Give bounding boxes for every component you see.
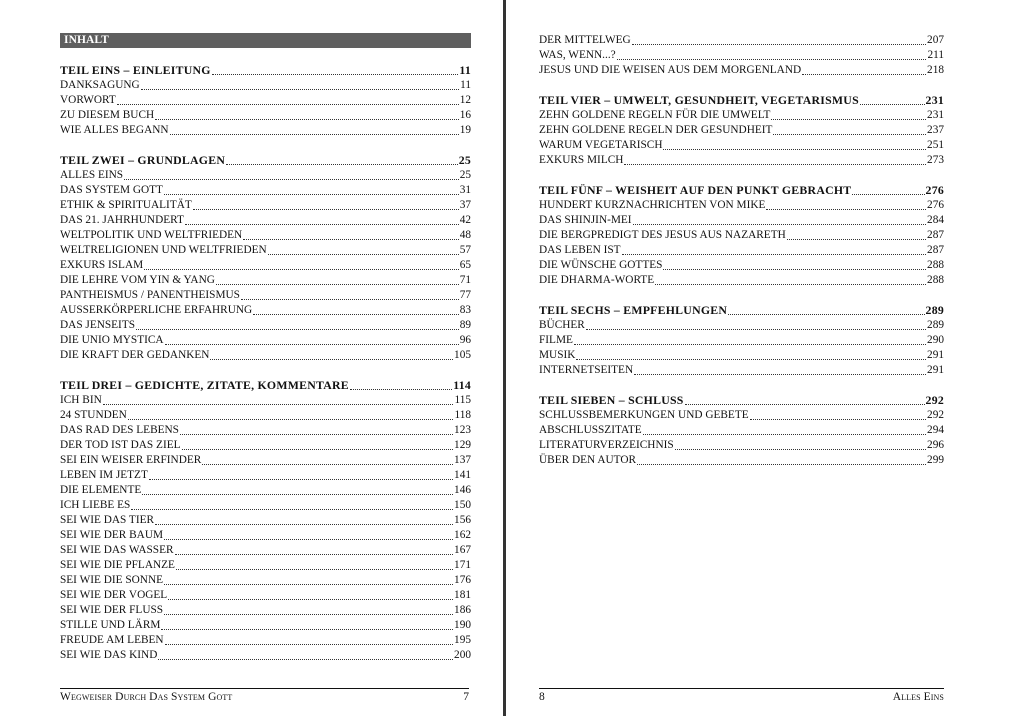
entry-title: ZEHN GOLDENE REGELN DER GESUNDHEIT	[539, 124, 773, 136]
entry-page-number: 105	[454, 349, 471, 361]
toc-entry[interactable]	[539, 123, 944, 138]
toc-entry[interactable]	[539, 318, 944, 333]
entry-title: WAS, WENN...?	[539, 49, 616, 61]
part-title: TEIL FÜNF – WEISHEIT AUF DEN PUNKT GEBRACHT	[539, 183, 852, 197]
dot-leader	[164, 614, 453, 615]
entry-title: DAS 21. JAHRHUNDERT	[60, 214, 184, 226]
dot-leader	[117, 104, 459, 105]
dot-leader	[149, 479, 453, 480]
entry-title: ZEHN GOLDENE REGELN FÜR DIE UMWELT	[539, 109, 771, 121]
toc-entry[interactable]	[60, 588, 471, 603]
dot-leader	[158, 659, 453, 660]
entry-title: STILLE UND LÄRM	[60, 619, 161, 631]
dot-leader	[212, 74, 459, 75]
entry-page-number: 114	[453, 378, 471, 392]
entry-page-number: 195	[454, 634, 471, 646]
toc-entry[interactable]	[60, 513, 471, 528]
entry-page-number: 231	[927, 109, 944, 121]
entry-title: WARUM VEGETARISCH	[539, 139, 663, 151]
toc-entry[interactable]	[539, 348, 944, 363]
dot-leader	[175, 554, 454, 555]
entry-title: ICH LIEBE ES	[60, 499, 131, 511]
toc-list-left	[60, 63, 471, 663]
toc-entry[interactable]	[60, 648, 471, 663]
dot-leader	[852, 194, 924, 195]
toc-entry[interactable]	[60, 258, 471, 273]
toc-entry[interactable]	[60, 228, 471, 243]
section-gap	[539, 168, 944, 183]
entry-page-number: 294	[927, 424, 944, 436]
entry-page-number: 115	[454, 394, 471, 406]
entry-title: LEBEN IM JETZT	[60, 469, 148, 481]
entry-page-number: 288	[927, 259, 944, 271]
entry-title: DAS SYSTEM GOTT	[60, 184, 163, 196]
entry-title: DIE BERGPREDIGT DES JESUS AUS NAZARETH	[539, 229, 786, 241]
entry-page-number: 146	[454, 484, 471, 496]
entry-page-number: 141	[454, 469, 471, 481]
toc-part-entry[interactable]	[60, 63, 471, 78]
entry-title: SEI EIN WEISER ERFINDER	[60, 454, 202, 466]
dot-leader	[142, 494, 453, 495]
dot-leader	[655, 284, 926, 285]
dot-leader	[226, 164, 458, 165]
toc-entry[interactable]	[539, 63, 944, 78]
left-page	[60, 0, 471, 716]
page-number: 8	[539, 691, 545, 703]
dot-leader	[193, 209, 459, 210]
entry-title: DAS SHINJIN-MEI	[539, 214, 632, 226]
dot-leader	[170, 134, 459, 135]
toc-entry[interactable]	[60, 453, 471, 468]
entry-page-number: 16	[459, 109, 471, 121]
entry-title: FREUDE AM LEBEN	[60, 634, 164, 646]
dot-leader	[766, 209, 926, 210]
entry-page-number: 31	[459, 184, 471, 196]
entry-page-number: 200	[454, 649, 471, 661]
footer-left	[60, 688, 469, 705]
toc-entry[interactable]	[60, 558, 471, 573]
dot-leader	[802, 74, 926, 75]
entry-title: EXKURS ISLAM	[60, 259, 144, 271]
dot-leader	[168, 599, 453, 600]
toc-entry[interactable]	[60, 288, 471, 303]
right-page	[539, 0, 944, 716]
entry-title: ICH BIN	[60, 394, 102, 406]
toc-entry[interactable]	[539, 228, 944, 243]
dot-leader	[771, 119, 926, 120]
entry-page-number: 137	[454, 454, 471, 466]
dot-leader	[253, 314, 459, 315]
part-title: TEIL DREI – GEDICHTE, ZITATE, KOMMENTARE	[60, 378, 349, 392]
entry-page-number: 118	[454, 409, 471, 421]
toc-entry[interactable]	[539, 138, 944, 153]
entry-title: DER TOD IST DAS ZIEL	[60, 439, 181, 451]
toc-entry[interactable]	[60, 168, 471, 183]
dot-leader	[128, 419, 454, 420]
entry-page-number: 42	[459, 214, 471, 226]
entry-page-number: 284	[927, 214, 944, 226]
entry-page-number: 11	[460, 79, 471, 91]
entry-page-number: 287	[927, 244, 944, 256]
footer-right	[539, 688, 944, 705]
entry-title: EXKURS MILCH	[539, 154, 624, 166]
spread-divider	[503, 0, 506, 716]
dot-leader	[633, 224, 926, 225]
entry-title: DIE KRAFT DER GEDANKEN	[60, 349, 210, 361]
dot-leader	[124, 179, 459, 180]
dot-leader	[155, 524, 453, 525]
toc-entry[interactable]	[60, 573, 471, 588]
dot-leader	[164, 539, 453, 540]
toc-part-entry[interactable]	[60, 378, 471, 393]
entry-title: ZU DIESEM BUCH	[60, 109, 155, 121]
entry-title: 24 STUNDEN	[60, 409, 127, 421]
entry-title: DANKSAGUNG	[60, 79, 140, 91]
entry-title: FILME	[539, 334, 573, 346]
entry-page-number: 57	[459, 244, 471, 256]
dot-leader	[632, 44, 926, 45]
dot-leader	[685, 404, 925, 405]
toc-entry[interactable]	[539, 33, 944, 48]
entry-title: DIE DHARMA-WORTE	[539, 274, 655, 286]
toc-part-entry[interactable]	[539, 183, 944, 198]
entry-title: DIE WÜNSCHE GOTTES	[539, 259, 663, 271]
dot-leader	[155, 119, 459, 120]
toc-entry[interactable]	[539, 333, 944, 348]
dot-leader	[210, 359, 453, 360]
dot-leader	[103, 404, 454, 405]
part-title: TEIL EINS – EINLEITUNG	[60, 63, 211, 77]
toc-entry[interactable]	[60, 498, 471, 513]
entry-page-number: 25	[458, 153, 471, 167]
toc-entry[interactable]	[60, 408, 471, 423]
dot-leader	[182, 449, 454, 450]
dot-leader	[180, 434, 453, 435]
section-gap	[539, 378, 944, 393]
dot-leader	[350, 389, 452, 390]
toc-entry[interactable]	[539, 213, 944, 228]
toc-entry[interactable]	[539, 438, 944, 453]
toc-entry[interactable]	[60, 393, 471, 408]
toc-entry[interactable]	[60, 483, 471, 498]
toc-list-right	[539, 33, 944, 468]
dot-leader	[728, 314, 924, 315]
toc-entry[interactable]	[60, 108, 471, 123]
dot-leader	[176, 569, 453, 570]
entry-title: DAS JENSEITS	[60, 319, 136, 331]
entry-page-number: 290	[927, 334, 944, 346]
entry-page-number: 251	[927, 139, 944, 151]
entry-page-number: 65	[459, 259, 471, 271]
part-title: TEIL SECHS – EMPFEHLUNGEN	[539, 303, 728, 317]
entry-page-number: 292	[927, 409, 944, 421]
entry-page-number: 299	[927, 454, 944, 466]
toc-entry[interactable]	[60, 318, 471, 333]
toc-entry[interactable]	[539, 408, 944, 423]
dot-leader	[268, 254, 459, 255]
entry-title: SCHLUSSBEMERKUNGEN UND GEBETE	[539, 409, 749, 421]
toc-header: INHALT	[60, 33, 471, 48]
toc-entry[interactable]	[539, 273, 944, 288]
entry-title: ETHIK & SPIRITUALITÄT	[60, 199, 192, 211]
entry-page-number: 156	[454, 514, 471, 526]
toc-entry[interactable]	[539, 363, 944, 378]
entry-page-number: 276	[927, 199, 944, 211]
toc-entry[interactable]	[60, 273, 471, 288]
toc-part-entry[interactable]	[60, 153, 471, 168]
toc-entry[interactable]	[60, 333, 471, 348]
entry-page-number: 287	[927, 229, 944, 241]
entry-page-number: 207	[927, 34, 944, 46]
part-title: TEIL ZWEI – GRUNDLAGEN	[60, 153, 226, 167]
toc-entry[interactable]	[60, 528, 471, 543]
toc-entry[interactable]	[60, 183, 471, 198]
entry-title: SEI WIE DIE PFLANZE	[60, 559, 175, 571]
entry-title: DIE UNIO MYSTICA	[60, 334, 164, 346]
toc-entry[interactable]	[60, 423, 471, 438]
dot-leader	[185, 224, 459, 225]
dot-leader	[164, 584, 453, 585]
entry-page-number: 12	[459, 94, 471, 106]
dot-leader	[165, 344, 459, 345]
entry-title: DAS RAD DES LEBENS	[60, 424, 179, 436]
dot-leader	[164, 194, 459, 195]
toc-entry[interactable]	[60, 198, 471, 213]
entry-page-number: 181	[454, 589, 471, 601]
toc-entry[interactable]	[60, 243, 471, 258]
toc-entry[interactable]	[60, 468, 471, 483]
entry-page-number: 171	[454, 559, 471, 571]
running-title: Alles Eins	[892, 691, 944, 703]
toc-entry[interactable]	[60, 543, 471, 558]
dot-leader	[144, 269, 459, 270]
section-gap	[539, 288, 944, 303]
toc-part-entry[interactable]	[539, 303, 944, 318]
entry-page-number: 296	[927, 439, 944, 451]
entry-page-number: 71	[459, 274, 471, 286]
section-gap	[539, 78, 944, 93]
entry-title: SEI WIE DAS KIND	[60, 649, 158, 661]
dot-leader	[241, 299, 459, 300]
toc-entry[interactable]	[60, 618, 471, 633]
dot-leader	[216, 284, 459, 285]
entry-title: SEI WIE DER VOGEL	[60, 589, 168, 601]
toc-entry[interactable]	[60, 78, 471, 93]
entry-page-number: 48	[459, 229, 471, 241]
entry-title: SEI WIE DER BAUM	[60, 529, 164, 541]
entry-title: SEI WIE DIE SONNE	[60, 574, 164, 586]
entry-page-number: 218	[927, 64, 944, 76]
entry-title: INTERNETSEITEN	[539, 364, 634, 376]
entry-page-number: 211	[927, 49, 944, 61]
toc-entry[interactable]	[60, 438, 471, 453]
entry-page-number: 123	[454, 424, 471, 436]
entry-page-number: 162	[454, 529, 471, 541]
toc-entry[interactable]	[60, 633, 471, 648]
running-title: Wegweiser Durch Das System Gott	[60, 691, 233, 703]
entry-page-number: 276	[925, 183, 944, 197]
part-title: TEIL VIER – UMWELT, GESUNDHEIT, VEGETARISMUS	[539, 93, 859, 107]
entry-page-number: 190	[454, 619, 471, 631]
entry-title: JESUS UND DIE WEISEN AUS DEM MORGENLAND	[539, 64, 802, 76]
entry-page-number: 129	[454, 439, 471, 451]
entry-title: SEI WIE DER FLUSS	[60, 604, 164, 616]
entry-title: WIE ALLES BEGANN	[60, 124, 169, 136]
dot-leader	[617, 59, 927, 60]
dot-leader	[136, 329, 459, 330]
entry-page-number: 237	[927, 124, 944, 136]
entry-title: ABSCHLUSSZITATE	[539, 424, 642, 436]
entry-page-number: 77	[459, 289, 471, 301]
dot-leader	[202, 464, 453, 465]
dot-leader	[675, 449, 926, 450]
entry-title: DER MITTELWEG	[539, 34, 631, 46]
entry-title: ALLES EINS	[60, 169, 124, 181]
entry-title: PANTHEISMUS / PANENTHEISMUS	[60, 289, 240, 301]
dot-leader	[643, 434, 926, 435]
dot-leader	[586, 329, 926, 330]
toc-entry[interactable]	[60, 603, 471, 618]
toc-entry[interactable]	[60, 123, 471, 138]
toc-entry[interactable]	[539, 423, 944, 438]
dot-leader	[131, 509, 453, 510]
entry-title: AUSSERKÖRPERLICHE ERFAHRUNG	[60, 304, 253, 316]
dot-leader	[161, 629, 453, 630]
dot-leader	[860, 104, 925, 105]
entry-page-number: 289	[925, 303, 944, 317]
section-gap	[60, 363, 471, 378]
toc-entry[interactable]	[539, 48, 944, 63]
entry-page-number: 19	[459, 124, 471, 136]
entry-page-number: 89	[459, 319, 471, 331]
section-gap	[60, 138, 471, 153]
dot-leader	[574, 344, 926, 345]
entry-page-number: 273	[927, 154, 944, 166]
entry-title: DAS LEBEN IST	[539, 244, 621, 256]
toc-entry[interactable]	[60, 303, 471, 318]
entry-page-number: 167	[454, 544, 471, 556]
toc-entry[interactable]	[539, 453, 944, 468]
dot-leader	[624, 164, 926, 165]
toc-entry[interactable]	[60, 213, 471, 228]
entry-title: VORWORT	[60, 94, 116, 106]
dot-leader	[243, 239, 459, 240]
dot-leader	[622, 254, 926, 255]
entry-page-number: 83	[459, 304, 471, 316]
entry-page-number: 25	[459, 169, 471, 181]
dot-leader	[750, 419, 926, 420]
entry-page-number: 37	[459, 199, 471, 211]
entry-page-number: 291	[927, 349, 944, 361]
entry-page-number: 96	[459, 334, 471, 346]
entry-page-number: 186	[454, 604, 471, 616]
dot-leader	[637, 464, 926, 465]
entry-page-number: 288	[927, 274, 944, 286]
dot-leader	[141, 89, 459, 90]
entry-title: WELTRELIGIONEN UND WELTFRIEDEN	[60, 244, 267, 256]
dot-leader	[663, 269, 926, 270]
entry-title: LITERATURVERZEICHNIS	[539, 439, 674, 451]
entry-page-number: 289	[927, 319, 944, 331]
entry-page-number: 231	[925, 93, 944, 107]
toc-entry[interactable]	[539, 108, 944, 123]
entry-title: ÜBER DEN AUTOR	[539, 454, 637, 466]
toc-entry[interactable]	[539, 198, 944, 213]
dot-leader	[165, 644, 453, 645]
entry-title: DIE LEHRE VOM YIN & YANG	[60, 274, 215, 286]
toc-part-entry[interactable]	[539, 93, 944, 108]
dot-leader	[576, 359, 926, 360]
entry-title: HUNDERT KURZNACHRICHTEN VON MIKE	[539, 199, 766, 211]
toc-entry[interactable]	[539, 243, 944, 258]
part-title: TEIL SIEBEN – SCHLUSS	[539, 393, 684, 407]
entry-title: SEI WIE DAS TIER	[60, 514, 155, 526]
dot-leader	[663, 149, 926, 150]
dot-leader	[773, 134, 926, 135]
dot-leader	[787, 239, 926, 240]
entry-title: MUSIK	[539, 349, 576, 361]
dot-leader	[634, 374, 926, 375]
entry-title: WELTPOLITIK UND WELTFRIEDEN	[60, 229, 243, 241]
entry-title: DIE ELEMENTE	[60, 484, 142, 496]
entry-page-number: 11	[459, 63, 471, 77]
entry-page-number: 291	[927, 364, 944, 376]
entry-page-number: 150	[454, 499, 471, 511]
toc-part-entry[interactable]	[539, 393, 944, 408]
toc-entry[interactable]	[60, 93, 471, 108]
entry-title: BÜCHER	[539, 319, 585, 331]
toc-entry[interactable]	[60, 348, 471, 363]
entry-page-number: 292	[925, 393, 944, 407]
entry-page-number: 176	[454, 574, 471, 586]
toc-entry[interactable]	[539, 153, 944, 168]
toc-entry[interactable]	[539, 258, 944, 273]
page-number: 7	[463, 691, 469, 703]
entry-title: SEI WIE DAS WASSER	[60, 544, 174, 556]
